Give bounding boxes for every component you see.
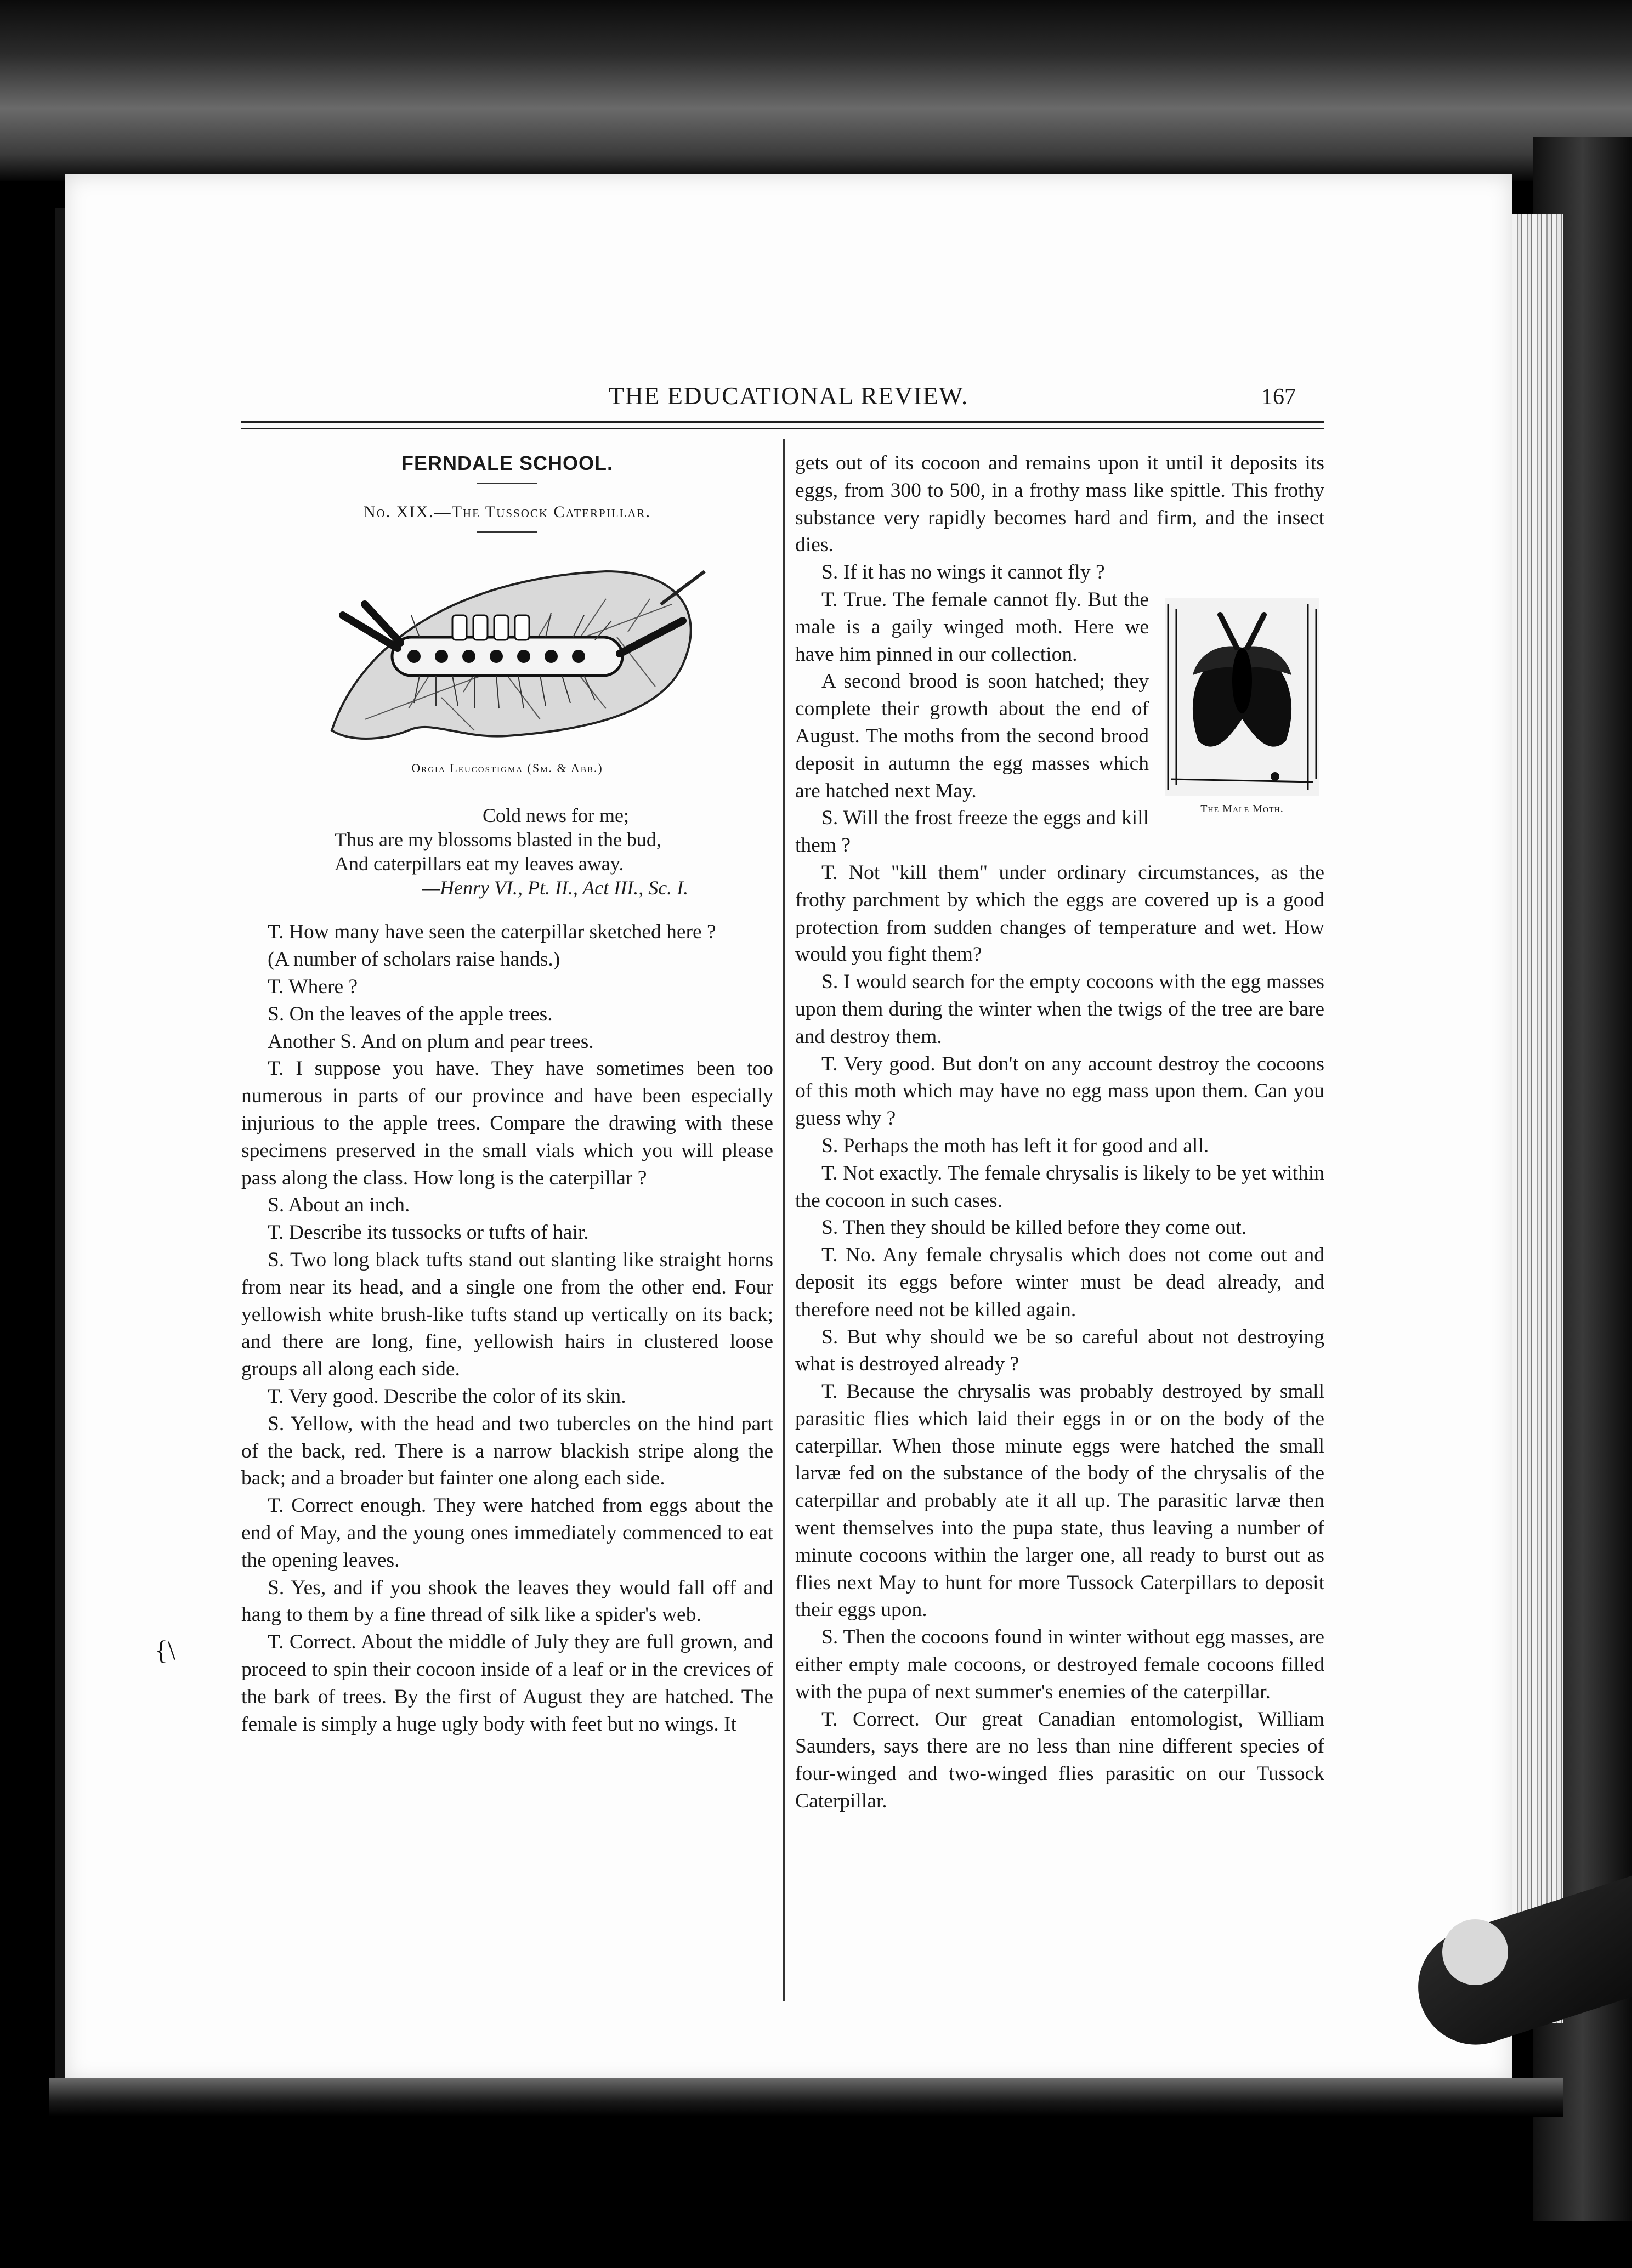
column-separator [783,439,785,2001]
paragraph: T. Where ? [268,975,358,998]
caterpillar-on-leaf-icon [299,555,716,741]
caterpillar-illustration [299,555,716,741]
paragraph: T. Very good. But don't on any account destroy the cocoons of this moth which may have no egg mass upon them. Can you guess why ? [795,1052,1324,1130]
paragraph: T. I suppose you have. They have sometimes been too numerous in parts of our province and have been especially injurious to the apple trees. Compare the drawing with these specimens preserved in the small vials which you will please pass along the class. How long is the caterpillar ? [241,1057,773,1189]
dialogue-left [241,918,773,1738]
paragraph: T. Because the chrysalis was probably destroyed by small parasitic flies which laid their eggs in or on the body of the caterpillar. When those minute eggs were hatched the small larvæ fed on the substance of the body of the chrysalis of the caterpillar and probably ate it all up. The parasitic larvæ then went themselves into the pupa state, thus leaving a number of minute cocoons within the larger one, all ready to burst out as flies next May to hunt for more Tussock Caterpillars to deposit their eggs upon. [795,1380,1324,1621]
paragraph: S. About an inch. [268,1194,410,1217]
header-rule-top [241,421,1324,423]
epigraph-line: Thus are my blossoms blasted in the bud, [335,829,661,851]
title-rule [477,483,537,484]
paragraph: T. Describe its tussocks or tufts of hair. [268,1221,589,1244]
paragraph: T. Correct enough. They were hatched from eggs about the end of May, and the young ones immediately commenced to eat the opening leaves. [241,1494,773,1572]
pen-tip [1442,1919,1508,1985]
paragraph: S. Will the frost freeze the eggs and kill them ? [795,807,1149,857]
scanner-shadow-top [0,0,1632,181]
paragraph: A second brood is soon hatched; they complete their growth about the end of August. The moths from the second brood deposit in autumn the egg masses which are hatched next May. [795,670,1149,802]
epigraph [241,803,773,900]
running-header-title: THE EDUCATIONAL REVIEW. [609,382,968,410]
epigraph-line: And caterpillars eat my leaves away. [335,853,624,875]
paragraph: S. Perhaps the moth has left it for good and all. [821,1134,1209,1157]
paragraph: S. But why should we be so careful about not destroying what is destroyed already ? [795,1325,1324,1376]
epigraph-line: Cold news for me; [483,804,629,827]
article-subtitle: No. XIX.—The Tussock Caterpillar. [363,502,651,521]
paragraph: T. True. The female cannot fly. But the male is a gaily winged moth. Here we have him pinned in our collection. [795,588,1149,666]
paragraph: S. Yellow, with the head and two tubercles on the hind part of the back, red. There is a narrow blackish stripe along the back; and a broader but fainter one along each side. [241,1412,773,1490]
paragraph: S. Then they should be killed before they come out. [821,1216,1247,1239]
paragraph: T. Correct. Our great Canadian entomologist, William Saunders, says there are no less than nine different species of four-winged and two-winged flies parasitic on our Tussock Caterpillar. [795,1708,1324,1813]
page-bottom-shadow [49,2078,1563,2117]
subtitle-rule [477,531,537,533]
paragraph: S. If it has no wings it cannot fly ? [821,561,1105,584]
paragraph: S. Two long black tufts stand out slanting like straight horns from near its head, and a single one from the other end. Four yellowish white brush-like tufts stand up vertically on its back; and there are long, fine, yellowish hairs in clustered loose groups all along each side. [241,1248,773,1381]
header-rule-bottom [241,428,1324,429]
paragraph: S. Yes, and if you shook the leaves they would fall off and hang to them by a fine thread of silk like a spider's web. [241,1576,773,1626]
paragraph: T. Correct. About the middle of July they are full grown, and proceed to spin their cocoon inside of a leaf or in the crevices of the bark of trees. By the first of August they are hatched. The female is simply a huge ugly body with feet but no wings. It [241,1631,773,1736]
page-number: 167 [1261,384,1296,410]
paragraph: S. On the leaves of the apple trees. [268,1002,553,1025]
paragraph: (A number of scholars raise hands.) [268,948,560,971]
article-title: FERNDALE SCHOOL. [401,452,613,474]
paragraph: gets out of its cocoon and remains upon it until it deposits its eggs, from 300 to 500, in a frothy mass like spittle. This frothy substance very rapidly becomes hard and firm, and the insect dies. [795,452,1324,557]
moth-icon [1160,593,1324,801]
left-column [241,450,773,1738]
moth-caption: The Male Moth. [1200,803,1284,815]
male-moth-illustration [1160,593,1324,823]
paragraph: T. No. Any female chrysalis which does not come out and deposit its eggs before winter must be dead already, and therefore need not be killed again. [795,1244,1324,1321]
epigraph-attribution: —Henry VI., Pt. II., Act III., Sc. I. [422,877,689,899]
right-column [795,450,1324,1815]
paragraph: S. I would search for the empty cocoons with the egg masses upon them during the winter when the twigs of the tree are bare and destroy them. [795,971,1324,1048]
margin-pencil-mark: {\ [155,1635,175,1665]
paragraph: S. Then the cocoons found in winter without egg masses, are either empty male cocoons, or destroyed female cocoons filled with the pupa of next summer's enemies of the caterpillar. [795,1626,1324,1703]
paragraph: Another S. And on plum and pear trees. [268,1030,594,1053]
paragraph: T. Very good. Describe the color of its skin. [268,1385,626,1408]
paragraph: T. How many have seen the caterpillar sketched here ? [268,921,716,944]
paragraph: T. Not "kill them" under ordinary circumstances, as the frothy parchment by which the eggs are covered up is a good protection from sudden changes of temperature and wet. How would you fight them? [795,861,1324,966]
figure-caption: Orgia Leucostigma (Sm. & Abb.) [411,761,603,775]
paragraph: T. Not exactly. The female chrysalis is likely to be yet within the cocoon in such cases. [795,1161,1324,1212]
